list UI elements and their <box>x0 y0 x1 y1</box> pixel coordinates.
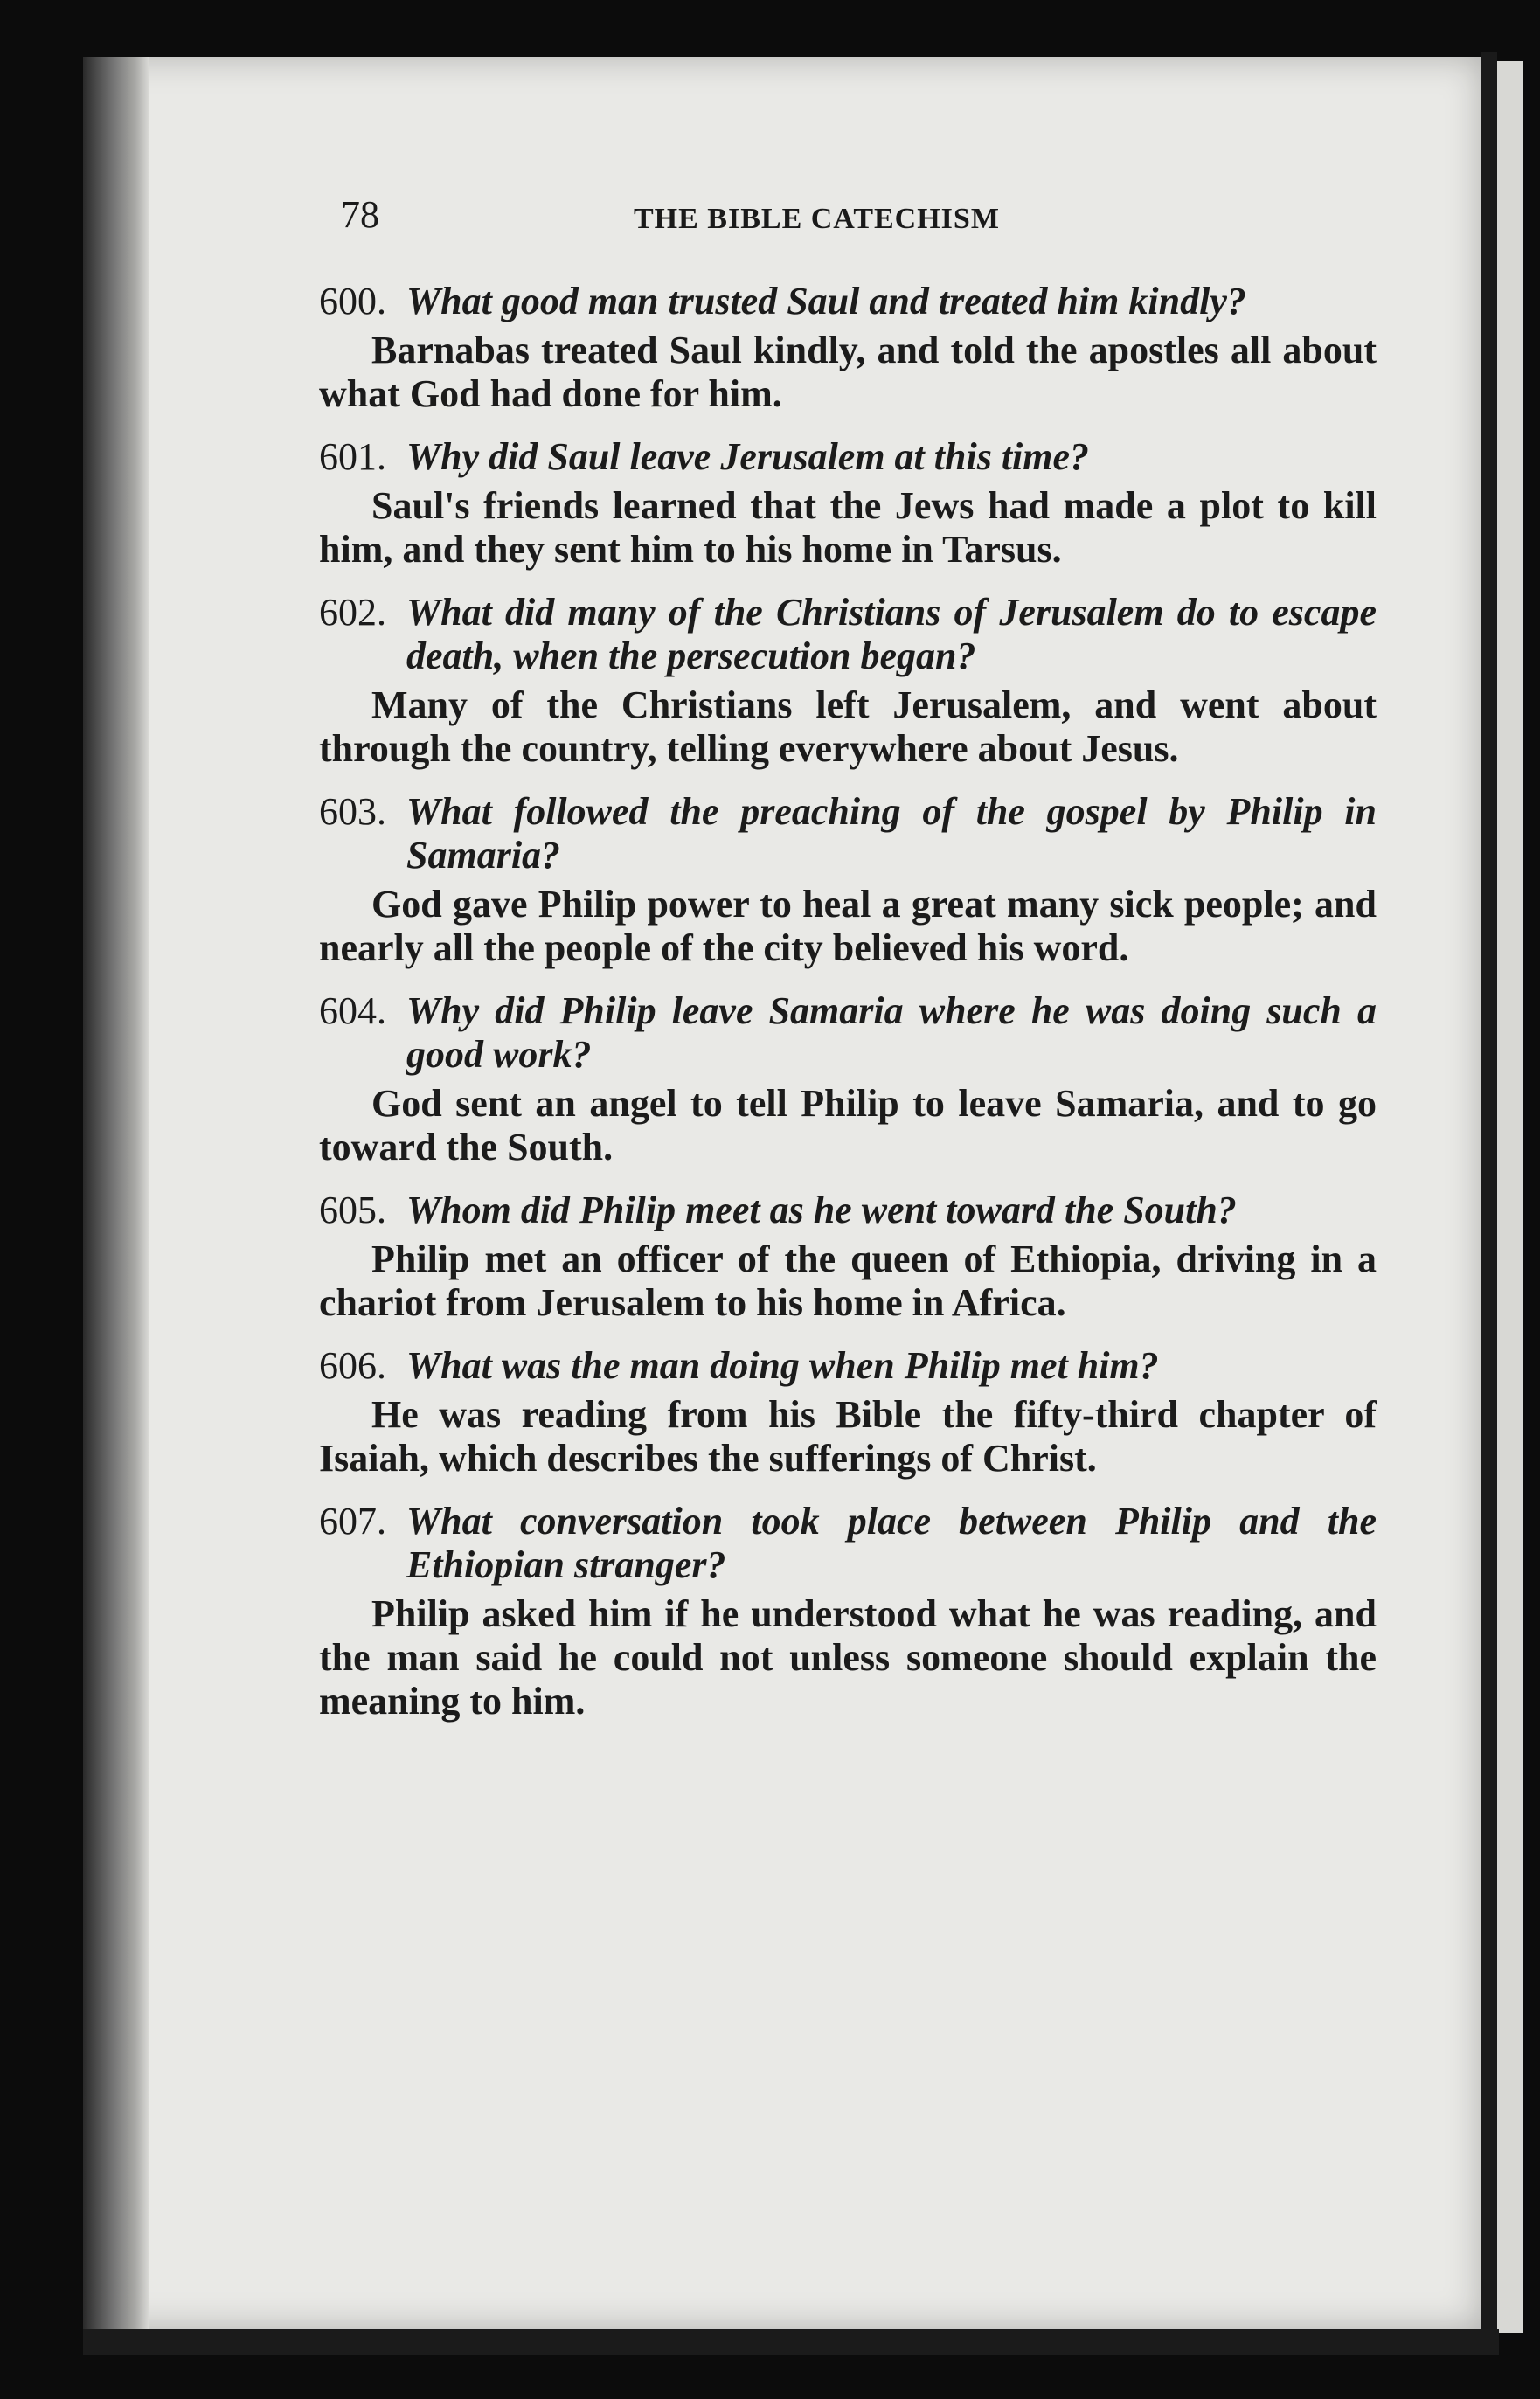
answer: God sent an angel to tell Philip to leave Samaria, and to go toward the South. <box>319 1082 1377 1168</box>
page-gutter <box>83 57 149 2329</box>
page-right-edge <box>1481 52 1497 2342</box>
question <box>319 790 1377 877</box>
question <box>319 280 1377 323</box>
qa-item-601 <box>319 435 1377 572</box>
answer: Many of the Christians left Jerusalem, and went about through the country, telling everywhere about Jesus. <box>319 683 1377 770</box>
question-number: 607. <box>319 1500 386 1543</box>
question-number: 603. <box>319 790 386 833</box>
question <box>319 435 1377 479</box>
question-text: What was the man doing when Philip met him? <box>406 1344 1159 1387</box>
question <box>319 1189 1377 1232</box>
question <box>319 591 1377 678</box>
page-header <box>341 192 1372 245</box>
qa-item-600 <box>319 280 1377 416</box>
answer: Saul's friends learned that the Jews had made a plot to kill him, and they sent him to his home in Tarsus. <box>319 484 1377 571</box>
question-text: What did many of the Christians of Jerusalem do to escape death, when the persecution began? <box>406 591 1377 677</box>
answer: God gave Philip power to heal a great many sick people; and nearly all the people of the city believed his word. <box>319 883 1377 969</box>
qa-item-602 <box>319 591 1377 771</box>
qa-item-604 <box>319 989 1377 1169</box>
qa-item-603 <box>319 790 1377 970</box>
answer: Philip met an officer of the queen of Ethiopia, driving in a chariot from Jerusalem to his home in Africa. <box>319 1238 1377 1324</box>
question <box>319 1344 1377 1388</box>
facing-page-strip <box>1497 61 1523 2333</box>
question-text: Whom did Philip meet as he went toward the South? <box>406 1189 1237 1231</box>
question-number: 602. <box>319 591 386 634</box>
question-number: 601. <box>319 435 386 478</box>
question <box>319 1500 1377 1587</box>
catechism-body <box>319 280 1377 1743</box>
page-number: 78 <box>341 193 379 236</box>
question-number: 606. <box>319 1344 386 1387</box>
qa-item-607 <box>319 1500 1377 1723</box>
running-title: THE BIBLE CATECHISM <box>634 203 1000 235</box>
question <box>319 989 1377 1077</box>
qa-item-605 <box>319 1189 1377 1325</box>
answer: He was reading from his Bible the fifty-third chapter of Isaiah, which describes the sufferings of Christ. <box>319 1393 1377 1480</box>
question-number: 604. <box>319 989 386 1032</box>
answer: Barnabas treated Saul kindly, and told the apostles all about what God had done for him. <box>319 329 1377 415</box>
page-bottom-edge <box>83 2329 1499 2355</box>
qa-item-606 <box>319 1344 1377 1480</box>
question-text: What conversation took place between Philip and the Ethiopian stranger? <box>406 1500 1377 1586</box>
question-number: 600. <box>319 280 386 322</box>
question-text: Why did Philip leave Samaria where he was doing such a good work? <box>406 989 1377 1076</box>
answer: Philip asked him if he understood what he was reading, and the man said he could not unless someone should explain the meaning to him. <box>319 1592 1377 1723</box>
question-text: What good man trusted Saul and treated him kindly? <box>406 280 1246 322</box>
question-number: 605. <box>319 1189 386 1231</box>
question-text: What followed the preaching of the gospel by Philip in Samaria? <box>406 790 1377 877</box>
question-text: Why did Saul leave Jerusalem at this time? <box>406 435 1090 478</box>
